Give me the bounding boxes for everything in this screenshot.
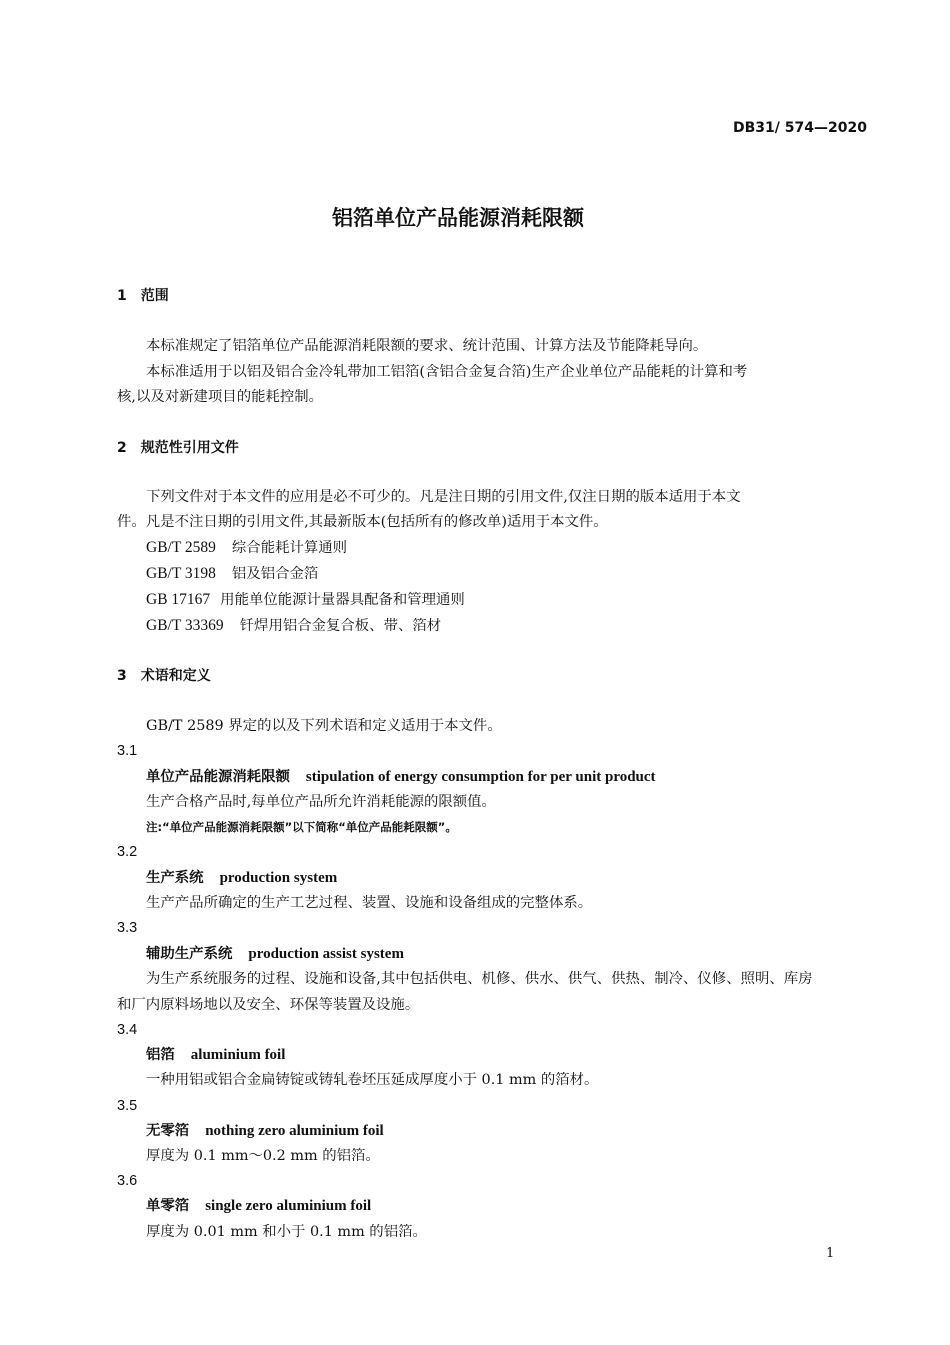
section-heading-scope: 1 范围 (117, 288, 169, 304)
term-zh: 铝箔 (146, 1047, 175, 1063)
ref-code: GB/T 33369 (146, 617, 224, 634)
ref-code: GB/T 2589 (146, 539, 216, 556)
term-en: nothing zero aluminium foil (205, 1123, 384, 1139)
document-number: DB31/ 574—2020 (733, 120, 867, 136)
paragraph: 下列文件对于本文件的应用是必不可少的。凡是注日期的引用文件,仅注日期的版本适用于本文 (146, 489, 741, 505)
reference-item (146, 538, 347, 558)
term-number: 3.4 (117, 1022, 138, 1038)
term-number: 3.5 (117, 1098, 138, 1114)
page-title: 铝箔单位产品能源消耗限额 (332, 206, 584, 230)
paragraph: 核,以及对新建项目的能耗控制。 (117, 389, 324, 405)
section-heading-normative-refs: 2 规范性引用文件 (117, 440, 239, 456)
term-definition: 和厂内原料场地以及安全、环保等装置及设施。 (117, 997, 420, 1013)
term-heading (146, 1121, 384, 1141)
term-en: production assist system (248, 946, 404, 962)
term-en: aluminium foil (190, 1047, 286, 1063)
term-en: production system (219, 870, 338, 886)
term-heading (146, 1196, 371, 1216)
paragraph: 本标准规定了铝箔单位产品能源消耗限额的要求、统计范围、计算方法及节能降耗导向。 (146, 338, 708, 354)
term-definition: 为生产系统服务的过程、设施和设备,其中包括供电、机修、供水、供气、供热、制冷、仪修、照明、库房 (146, 971, 813, 987)
term-number: 3.6 (117, 1173, 138, 1189)
term-heading (146, 767, 656, 787)
ref-code: GB/T 3198 (146, 565, 216, 582)
term-heading (146, 1045, 285, 1065)
term-zh: 单零箔 (146, 1198, 190, 1214)
reference-item (146, 616, 441, 636)
term-definition: 生产合格产品时,每单位产品所允许消耗能源的限额值。 (146, 794, 496, 810)
term-number: 3.3 (117, 920, 138, 936)
reference-item (146, 564, 318, 584)
term-zh: 无零箔 (146, 1123, 190, 1139)
term-en: single zero aluminium foil (205, 1198, 372, 1214)
term-definition: 生产产品所确定的生产工艺过程、装置、设施和设备组成的完整体系。 (146, 895, 593, 911)
section-heading-terms: 3 术语和定义 (117, 668, 211, 684)
term-en: stipulation of energy consumption for per unit product (305, 769, 656, 785)
term-zh: 单位产品能源消耗限额 (146, 769, 290, 785)
term-definition: 厚度为 0.1 mm～0.2 mm 的铝箔。 (146, 1148, 380, 1164)
term-number: 3.1 (117, 743, 138, 759)
term-number: 3.2 (117, 844, 138, 860)
paragraph: GB/T 2589 界定的以及下列术语和定义适用于本文件。 (146, 718, 502, 734)
paragraph: 本标准适用于以铝及铝合金冷轧带加工铝箔(含铝合金复合箔)生产企业单位产品能耗的计算和考 (146, 364, 748, 380)
ref-title: 铝及铝合金箔 (231, 566, 319, 582)
term-zh: 生产系统 (146, 870, 204, 886)
term-definition: 厚度为 0.01 mm 和小于 0.1 mm 的铝箔。 (146, 1224, 427, 1240)
term-zh: 辅助生产系统 (146, 946, 233, 962)
ref-title: 用能单位能源计量器具配备和管理通则 (220, 592, 465, 608)
reference-item (146, 590, 465, 610)
term-note: 注:“单位产品能源消耗限额”以下简称“单位产品能耗限额”。 (146, 820, 457, 834)
ref-title: 综合能耗计算通则 (231, 540, 348, 556)
ref-code: GB 17167 (146, 591, 211, 608)
term-definition: 一种用铝或铝合金扁铸锭或铸轧卷坯压延成厚度小于 0.1 mm 的箔材。 (146, 1072, 599, 1088)
page-number: 1 (826, 1246, 835, 1261)
paragraph: 件。凡是不注日期的引用文件,其最新版本(包括所有的修改单)适用于本文件。 (117, 514, 608, 530)
term-heading (146, 868, 337, 888)
ref-title: 钎焊用铝合金复合板、带、箔材 (239, 618, 442, 634)
term-heading (146, 944, 404, 964)
